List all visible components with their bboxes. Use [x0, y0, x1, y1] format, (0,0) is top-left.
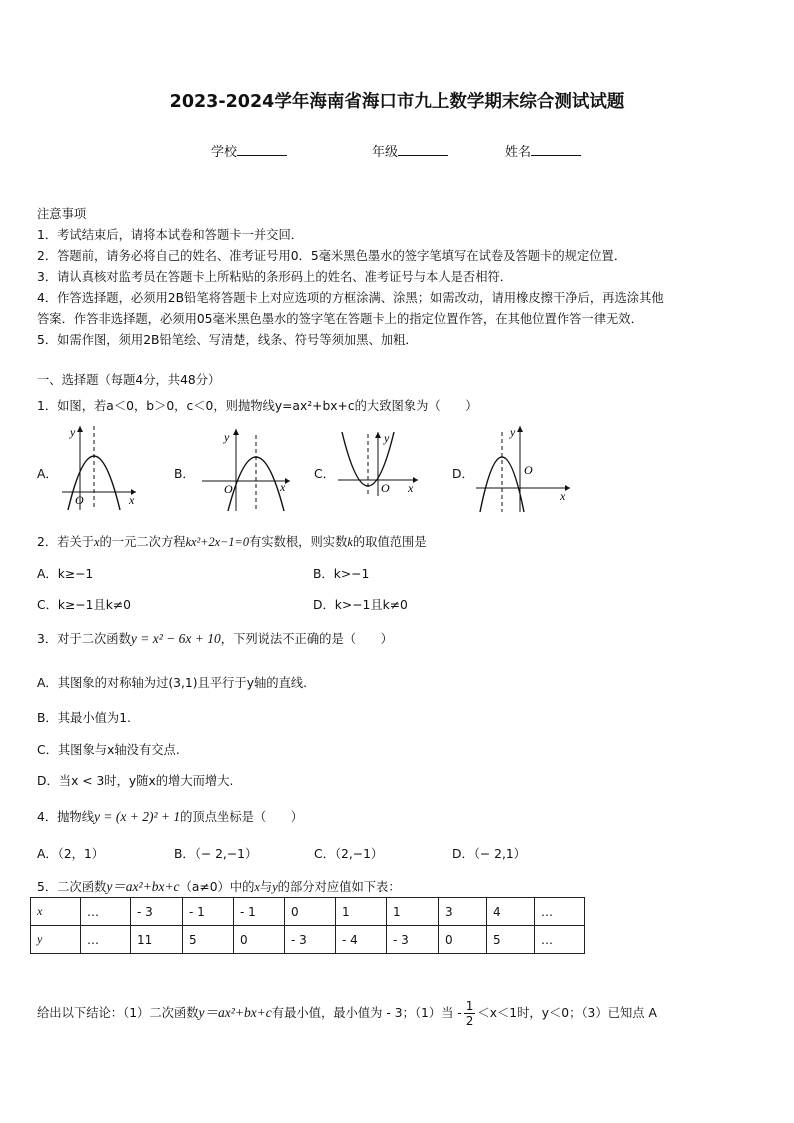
notice-item: 1．考试结束后，请将本试卷和答题卡一并交回．: [37, 228, 304, 242]
table-cell: - 3: [285, 926, 336, 954]
school-field[interactable]: [211, 141, 287, 160]
school-blank[interactable]: [237, 143, 287, 156]
question-3-stem: 3．对于二次函数y = x² − 6x + 10，下列说法不正确的是（ ）: [37, 631, 393, 646]
q1-option-b-label: B．: [174, 467, 195, 481]
name-label: 姓名: [505, 145, 532, 160]
table-row: [31, 898, 585, 926]
school-label: 学校: [211, 145, 238, 160]
x-axis-label: x: [560, 489, 566, 503]
section-heading: 一、选择题（每题4分，共48分）: [37, 373, 221, 387]
notice-item: 4．作答选择题，必须用2B铅笔将答题卡上对应选项的方框涂满、涂黑；如需改动，请用橡皮擦干净后，再选涂其他: [37, 291, 664, 305]
q1-graph-a: [58, 422, 138, 512]
table-cell: 11: [131, 926, 183, 954]
q4-option-b[interactable]: B．（− 2,−1）: [174, 847, 258, 861]
q2-option-a[interactable]: A．k≥−1: [37, 567, 94, 581]
q4-option-d[interactable]: D．（− 2,1）: [452, 847, 526, 861]
y-axis-label: y: [384, 431, 390, 445]
x-axis-label: x: [280, 480, 286, 494]
y-axis-label: y: [510, 425, 516, 439]
grade-blank[interactable]: [398, 143, 448, 156]
origin-label: O: [75, 493, 84, 507]
q3-option-d[interactable]: D．当x < 3时，y随x的增大而增大.: [37, 774, 234, 788]
origin-label: O: [381, 481, 390, 495]
table-cell: 0: [439, 926, 487, 954]
question-1-stem: 1．如图，若a＜0，b＞0，c＜0，则抛物线y=ax²+bx+c的大致图象为（ ）: [37, 399, 478, 413]
x-axis-label: x: [408, 481, 414, 495]
q3-option-c[interactable]: C．其图象与x轴没有交点.: [37, 743, 180, 757]
value-table: [30, 897, 585, 954]
question-4-stem: 4．抛物线y = (x + 2)² + 1的顶点坐标是（ ）: [37, 809, 304, 824]
table-cell: 0: [234, 926, 285, 954]
q1-option-d-label: D．: [452, 467, 474, 481]
q4-option-a[interactable]: A．（2，1）: [37, 847, 105, 861]
origin-label: O: [224, 482, 233, 496]
table-cell: 5: [487, 926, 535, 954]
table-cell: …: [81, 898, 131, 926]
table-cell: …: [535, 926, 585, 954]
q1-graph-d: [472, 422, 572, 514]
notice-item: 答案．作答非选择题，必须用05毫米黑色墨水的签字笔在答题卡上的指定位置作答，在其他位置作答一律无效．: [37, 312, 643, 326]
q1-graph-b: [198, 425, 292, 513]
table-cell: - 4: [336, 926, 387, 954]
q3-option-b[interactable]: B．其最小值为1.: [37, 711, 131, 725]
q1-graph-c: [334, 428, 420, 498]
y-axis-label: y: [70, 425, 76, 439]
table-cell: y: [31, 926, 81, 954]
table-row: [31, 926, 585, 954]
q1-option-a-label: A．: [37, 467, 58, 481]
q4-option-c[interactable]: C．（2,−1）: [314, 847, 384, 861]
table-cell: - 3: [131, 898, 183, 926]
fraction: $\frac{1}{2}$: [465, 999, 474, 1028]
q1-option-c-label: C．: [314, 467, 335, 481]
table-cell: 0: [285, 898, 336, 926]
y-axis-label: y: [224, 430, 230, 444]
grade-label: 年级: [372, 145, 399, 160]
table-cell: 5: [183, 926, 234, 954]
table-cell: - 1: [183, 898, 234, 926]
x-axis-label: x: [129, 493, 135, 507]
name-field[interactable]: [505, 141, 581, 160]
notice-item: 5．如需作图，须用2B铅笔绘、写清楚，线条、符号等须加黑、加粗．: [37, 333, 418, 347]
notice-heading: 注意事项: [37, 207, 87, 221]
question-2-stem: 2．若关于x的一元二次方程kx²+2x−1=0有实数根，则实数k的取值范围是: [37, 535, 427, 549]
table-cell: 1: [336, 898, 387, 926]
q3-option-a[interactable]: A．其图象的对称轴为过(3,1)且平行于y轴的直线.: [37, 676, 308, 690]
origin-label: O: [524, 463, 533, 477]
table-cell: - 3: [387, 926, 439, 954]
name-blank[interactable]: [531, 143, 581, 156]
q2-option-c[interactable]: C．k≥−1且k≠0: [37, 598, 131, 612]
table-cell: …: [81, 926, 131, 954]
table-cell: 4: [487, 898, 535, 926]
table-cell: x: [31, 898, 81, 926]
q2-option-b[interactable]: B．k>−1: [313, 567, 370, 581]
q5-conclusion: 给出以下结论：（1）二次函数y＝ax²+bx+c有最小值，最小值为 - 3；（1）当 - $\frac{1}{2}$ ＜x＜1时，y＜0；（3）已知点 A: [37, 999, 657, 1028]
question-5-stem: 5．二次函数y＝ax²+bx+c（a≠0）中的x与y的部分对应值如下表：: [37, 879, 401, 894]
table-cell: 3: [439, 898, 487, 926]
table-cell: - 1: [234, 898, 285, 926]
notice-item: 3．请认真核对监考员在答题卡上所粘贴的条形码上的姓名、准考证号与本人是否相符．: [37, 270, 513, 284]
q2-option-d[interactable]: D．k>−1且k≠0: [313, 598, 408, 612]
table-cell: 1: [387, 898, 439, 926]
notice-item: 2．答题前，请务必将自己的姓名、准考证号用0．5毫米黑色墨水的签字笔填写在试卷及答题卡的规定位置．: [37, 249, 627, 263]
page-title: 2023-2024学年海南省海口市九上数学期末综合测试试题: [169, 92, 625, 112]
table-cell: …: [535, 898, 585, 926]
grade-field[interactable]: [372, 141, 448, 160]
